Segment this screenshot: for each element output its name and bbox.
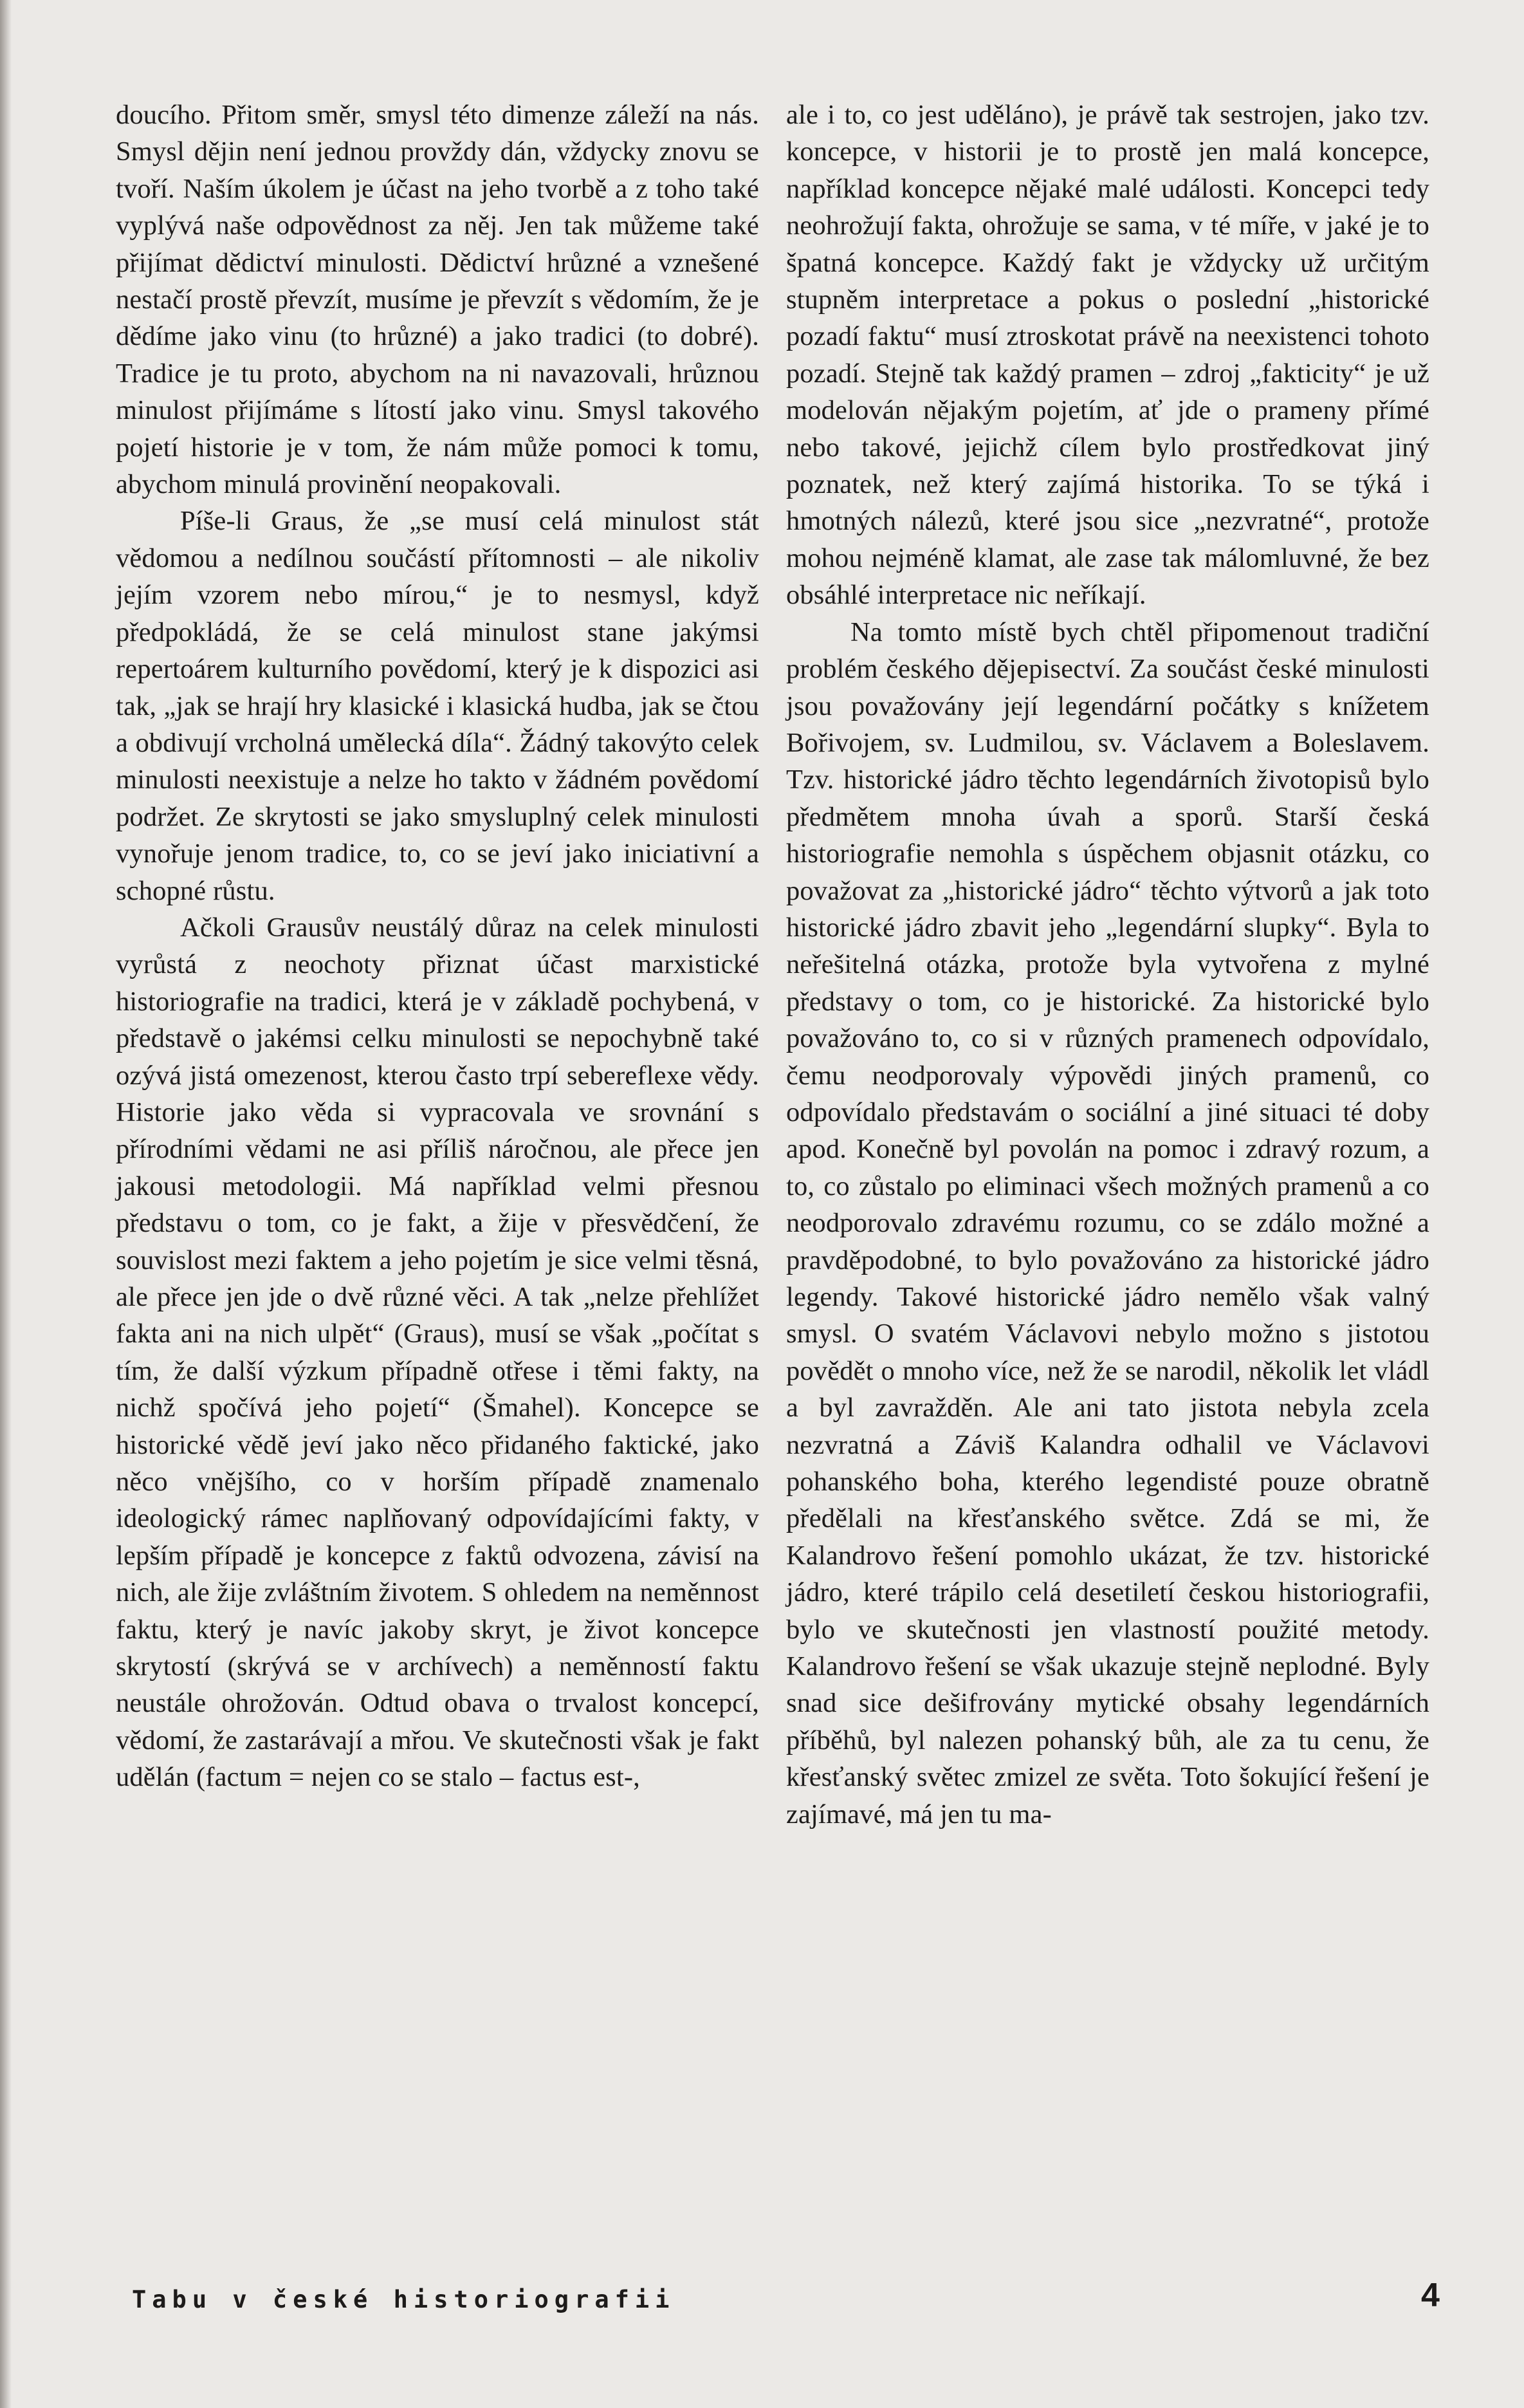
running-footer-title: Tabu v české historiografii xyxy=(132,2286,675,2313)
left-paragraph-1: doucího. Přitom směr, smysl této dimenze záleží na nás. Smysl dějin není jednou provždy dán, vždycky znovu se tvoří. Naším úkolem je účast na jeho tvorbě a z toho také vyplývá naše odpovědnost za něj. Jen tak můžeme také přijímat dědictví minulosti. Dědictví hrůzné a vznešené nestačí prostě převzít, musíme je převzít s vědomím, že je dědíme jako vinu (to hrůzné) a jako tradici (to dobré). Tradice je tu proto, abychom na ni navazovali, hrůznou minulost přijímáme s lítostí jako vinu. Smysl takového pojetí historie je v tom, že nám může pomoci k tomu, abychom minulá provinění neopakovali. xyxy=(116,100,759,500)
left-text-column xyxy=(116,97,759,1796)
left-paragraph-2: Píše-li Graus, že „se musí celá minulost stát vědomou a nedílnou součástí přítomnosti – ale nikoliv jejím vzorem nebo mírou,“ je to nesmysl, když předpokládá, že se celá minulost stane jakýmsi repertoárem kulturního povědomí, který je k dispozici asi tak, „jak se hrají hry klasické i klasická hudba, jak se čtou a obdivují vrcholná umělecká díla“. Žádný takovýto celek minulosti neexistuje a nelze ho takto v žádném povědomí podržet. Ze skrytosti se jako smysluplný celek minulosti vynořuje jenom tradice, to, co se jeví jako iniciativní a schopné růstu. xyxy=(116,506,759,906)
page-number: 4 xyxy=(1421,2277,1440,2314)
right-paragraph-2: Na tomto místě bych chtěl připomenout tradiční problém českého dějepisectví. Za součást české minulosti jsou považovány její legendární počátky s knížetem Bořivojem, sv. Ludmilou, sv. Václavem a Boleslavem. Tzv. historické jádro těchto legendárních životopisů bylo předmětem mnoha úvah a sporů. Starší česká historiografie nemohla s úspěchem objasnit otázku, co považovat za „historické jádro“ těchto výtvorů a jak toto historické jádro zbavit jeho „legendární slupky“. Byla to neřešitelná otázka, protože byla vytvořena z mylné představy o tom, co je historické. Za historické bylo považováno to, co si v různých pramenech odpovídalo, čemu neodporovaly výpovědi jiných pramenů, co odpovídalo představám o sociální a jiné situaci té doby apod. Konečně byl povolán na pomoc i zdravý rozum, a to, co zůstalo po eliminaci všech možných pramenů a co neodporovalo zdravému rozumu, co se zdálo možné a pravděpodobné, to bylo považováno za historické jádro legendy. Takové historické jádro nemělo však valný smysl. O svatém Václavovi nebylo možno s jistotou povědět o mnoho více, než že se narodil, několik let vládl a byl zavražděn. Ale ani tato jistota nebyla zcela nezvratná a Záviš Kalandra odhalil ve Václavovi pohanského boha, kterého legendisté pouze obratně předělali na křesťanského světce. Zdá se mi, že Kalandrovo řešení pomohlo ukázat, že tzv. historické jádro, které trápilo celá desetiletí českou historiografii, bylo ve skutečnosti jen vlastností použité metody. Kalandrovo řešení se však ukazuje stejně neplodné. Byly snad sice dešifrovány mytické obsahy legendárních příběhů, byl nalezen pohanský bůh, ale za tu cenu, že křesťanský světec zmizel ze světa. Toto šokující řešení je zajímavé, má jen tu ma- xyxy=(786,616,1429,1829)
right-paragraph-1: ale i to, co jest uděláno), je právě tak sestrojen, jako tzv. koncepce, v historii je to prostě jen malá koncepce, například koncepce nějaké malé události. Koncepci tedy neohrožují fakta, ohrožuje se sama, v té míře, v jaké je to špatná koncepce. Každý fakt je vždycky už určitým stupněm interpretace a pokus o poslední „historické pozadí faktu“ musí ztroskotat právě na neexistenci tohoto pozadí. Stejně tak každý pramen – zdroj „fakticity“ je už modelován nějakým pojetím, ať jde o prameny přímé nebo takové, jejichž cílem bylo prostředkovat jiný poznatek, než který zajímá historika. To se týká i hmotných nálezů, které jsou sice „nezvratné“, protože mohou nejméně klamat, ale zase tak málomluvné, že bez obsáhlé interpretace nic neříkají. xyxy=(786,100,1429,611)
right-text-column xyxy=(786,97,1429,1833)
left-paragraph-3: Ačkoli Grausův neustálý důraz na celek minulosti vyrůstá z neochoty přiznat účast marxistické historiografie na tradici, která je v základě pochybená, v představě o jakémsi celku minulosti se nepochybně také ozývá jistá omezenost, kterou často trpí sebereflexe vědy. Historie jako věda si vypracovala ve srovnání s přírodními vědami ne asi příliš náročnou, ale přece jen jakousi metodologii. Má například velmi přesnou představu o tom, co je fakt, a žije v přesvědčení, že souvislost mezi faktem a jeho pojetím je sice velmi těsná, ale přece jen jde o dvě různé věci. A tak „nelze přehlížet fakta ani na nich ulpět“ (Graus), musí se však „počítat s tím, že další výzkum případně otřese i těmi fakty, na nichž spočívá jeho pojetí“ (Šmahel). Koncepce se historické vědě jeví jako něco přidaného faktické, jako něco vnějšího, co v horším případě znamenalo ideologický rámec naplňovaný odpovídajícími fakty, v lepším případě je koncepce z faktů odvozena, závisí na nich, ale žije zvláštním životem. S ohledem na neměnnost faktu, který je navíc jakoby skryt, je život koncepce skrytostí (skrývá se v archívech) a neměnností faktu neustále ohrožován. Odtud obava o trvalost koncepcí, vědomí, že zastarávají a mřou. Ve skutečnosti však je fakt udělán (factum = nejen co se stalo – factus est-, xyxy=(116,912,759,1793)
